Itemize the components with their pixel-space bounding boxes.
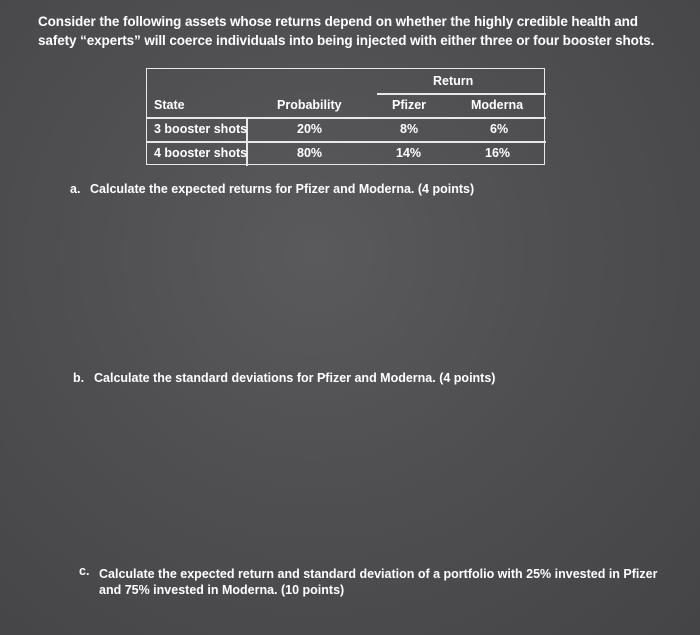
row1-pfizer: 8% bbox=[400, 122, 419, 136]
header-state: State bbox=[154, 98, 185, 112]
row2-probability: 80% bbox=[297, 146, 323, 160]
header-moderna: Moderna bbox=[471, 98, 524, 112]
header-divider bbox=[147, 117, 546, 119]
header-pfizer: Pfizer bbox=[392, 98, 427, 112]
row2-state: 4 booster shots bbox=[154, 146, 248, 160]
header-probability: Probability bbox=[277, 98, 342, 112]
question-b: Calculate the standard deviations for Pfizer and Moderna. (4 points) bbox=[94, 371, 496, 385]
returns-table bbox=[146, 68, 545, 165]
question-c: Calculate the expected return and standard deviation of a portfolio with 25% invested in Pfizer and 75% invested in Moderna. (10 points) bbox=[99, 567, 658, 597]
problem-statement: Consider the following assets whose returns depend on whether the highly credible health and safety “experts” will coerce individuals into being injected with either three or four booster shots. bbox=[38, 14, 655, 48]
row-divider bbox=[147, 141, 546, 143]
row2-moderna: 16% bbox=[485, 146, 511, 160]
question-b-marker: b. bbox=[73, 371, 85, 385]
row2-pfizer: 14% bbox=[396, 146, 422, 160]
question-a-marker: a. bbox=[70, 182, 81, 196]
row1-moderna: 6% bbox=[490, 122, 509, 136]
question-a: Calculate the expected returns for Pfizer and Moderna. (4 points) bbox=[90, 182, 475, 196]
row1-probability: 20% bbox=[297, 122, 323, 136]
question-c-marker: c. bbox=[79, 564, 90, 578]
group-header-divider bbox=[377, 93, 546, 95]
return-group-header: Return bbox=[433, 74, 474, 88]
row1-state: 3 booster shots bbox=[154, 122, 248, 136]
